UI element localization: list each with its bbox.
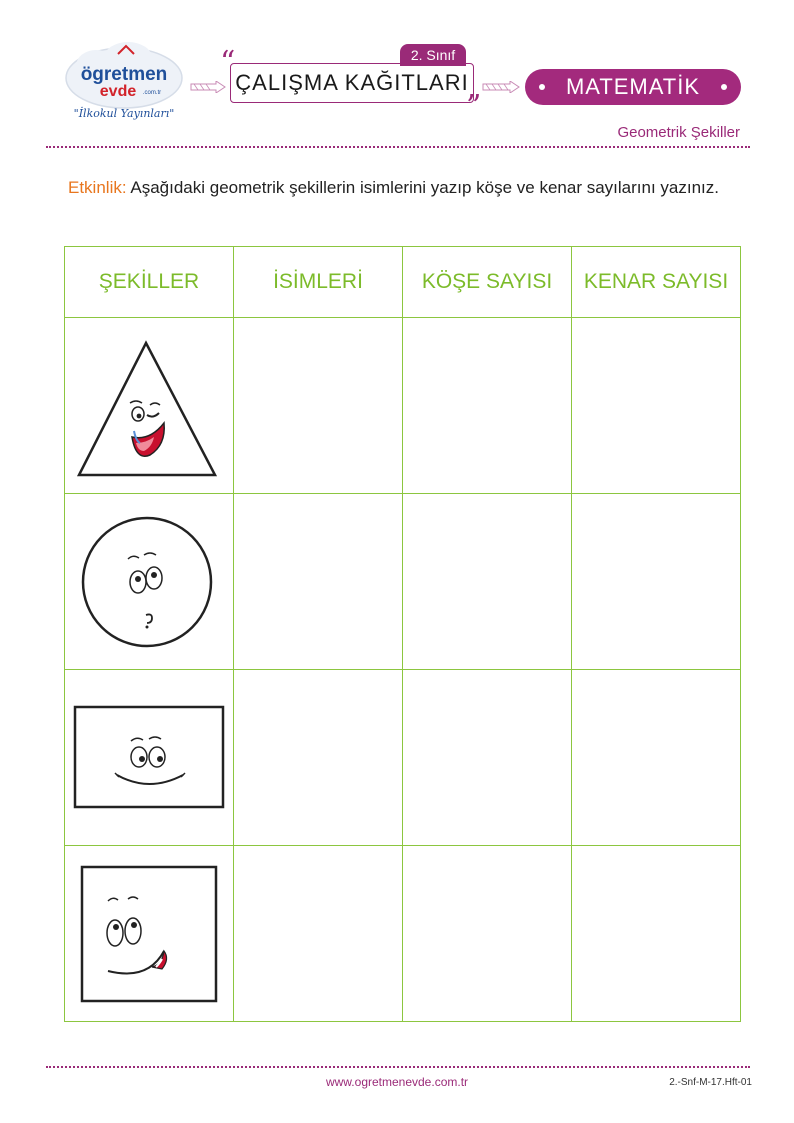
- corners-answer-cell[interactable]: [403, 846, 572, 1022]
- sides-answer-cell[interactable]: [572, 670, 741, 846]
- rectangle-face-icon: [71, 703, 227, 813]
- triangle-face-icon: [74, 331, 224, 481]
- corners-answer-cell[interactable]: [403, 318, 572, 494]
- topic-label: Geometrik Şekiller: [617, 124, 740, 141]
- shape-cell: [65, 318, 234, 494]
- table-header-row: [65, 247, 741, 318]
- column-header-corners: KÖŞE SAYISI: [403, 247, 572, 318]
- column-header-names: İSİMLERİ: [234, 247, 403, 318]
- open-quote-icon: “: [220, 45, 236, 80]
- shapes-table: [64, 246, 741, 1022]
- document-code: 2.-Snf-M-17.Hft-01: [669, 1077, 752, 1088]
- table-row: [65, 318, 741, 494]
- subject-pill: [525, 69, 741, 105]
- column-header-sides: KENAR SAYISI: [572, 247, 741, 318]
- sides-answer-cell[interactable]: [572, 494, 741, 670]
- name-answer-cell[interactable]: [234, 318, 403, 494]
- circle-face-icon: [74, 507, 224, 657]
- sides-answer-cell[interactable]: [572, 318, 741, 494]
- shape-cell: [65, 494, 234, 670]
- activity-label: Etkinlik:: [68, 178, 127, 197]
- table-row: [65, 846, 741, 1022]
- close-quote-icon: ”: [466, 89, 482, 124]
- corners-answer-cell[interactable]: [403, 494, 572, 670]
- square-face-icon: [78, 863, 220, 1005]
- shape-cell: [65, 846, 234, 1022]
- header-arrow-right: [482, 81, 520, 93]
- logo-domain: .com.tr: [142, 90, 162, 96]
- activity-text: Aşağıdaki geometrik şekillerin isimlerini yazıp köşe ve kenar sayılarını yazınız.: [126, 178, 719, 197]
- header-divider: [46, 146, 750, 148]
- sides-answer-cell[interactable]: [572, 846, 741, 1022]
- footer-divider: [46, 1066, 750, 1068]
- shape-cell: [65, 670, 234, 846]
- logo-tagline: "İlkokul Yayınları": [73, 107, 175, 120]
- subject-label: MATEMATİK: [565, 74, 701, 99]
- footer-url: www.ogretmenevde.com.tr: [325, 1075, 469, 1089]
- table-row: [65, 494, 741, 670]
- bullet-icon: [539, 84, 545, 90]
- logo-line2: evde: [99, 83, 137, 100]
- table-row: [65, 670, 741, 846]
- name-answer-cell[interactable]: [234, 670, 403, 846]
- header-arrow-left: [190, 81, 226, 93]
- name-answer-cell[interactable]: [234, 846, 403, 1022]
- publisher-logo: [62, 38, 186, 124]
- activity-instructions: [68, 174, 733, 202]
- worksheet-title: ÇALIŞMA KAĞITLARI: [235, 70, 469, 95]
- grade-badge: 2. Sınıf: [400, 44, 466, 66]
- corners-answer-cell[interactable]: [403, 670, 572, 846]
- logo-line1: ögretmen: [80, 64, 168, 85]
- name-answer-cell[interactable]: [234, 494, 403, 670]
- bullet-icon: [721, 84, 727, 90]
- column-header-shapes: ŞEKİLLER: [65, 247, 234, 318]
